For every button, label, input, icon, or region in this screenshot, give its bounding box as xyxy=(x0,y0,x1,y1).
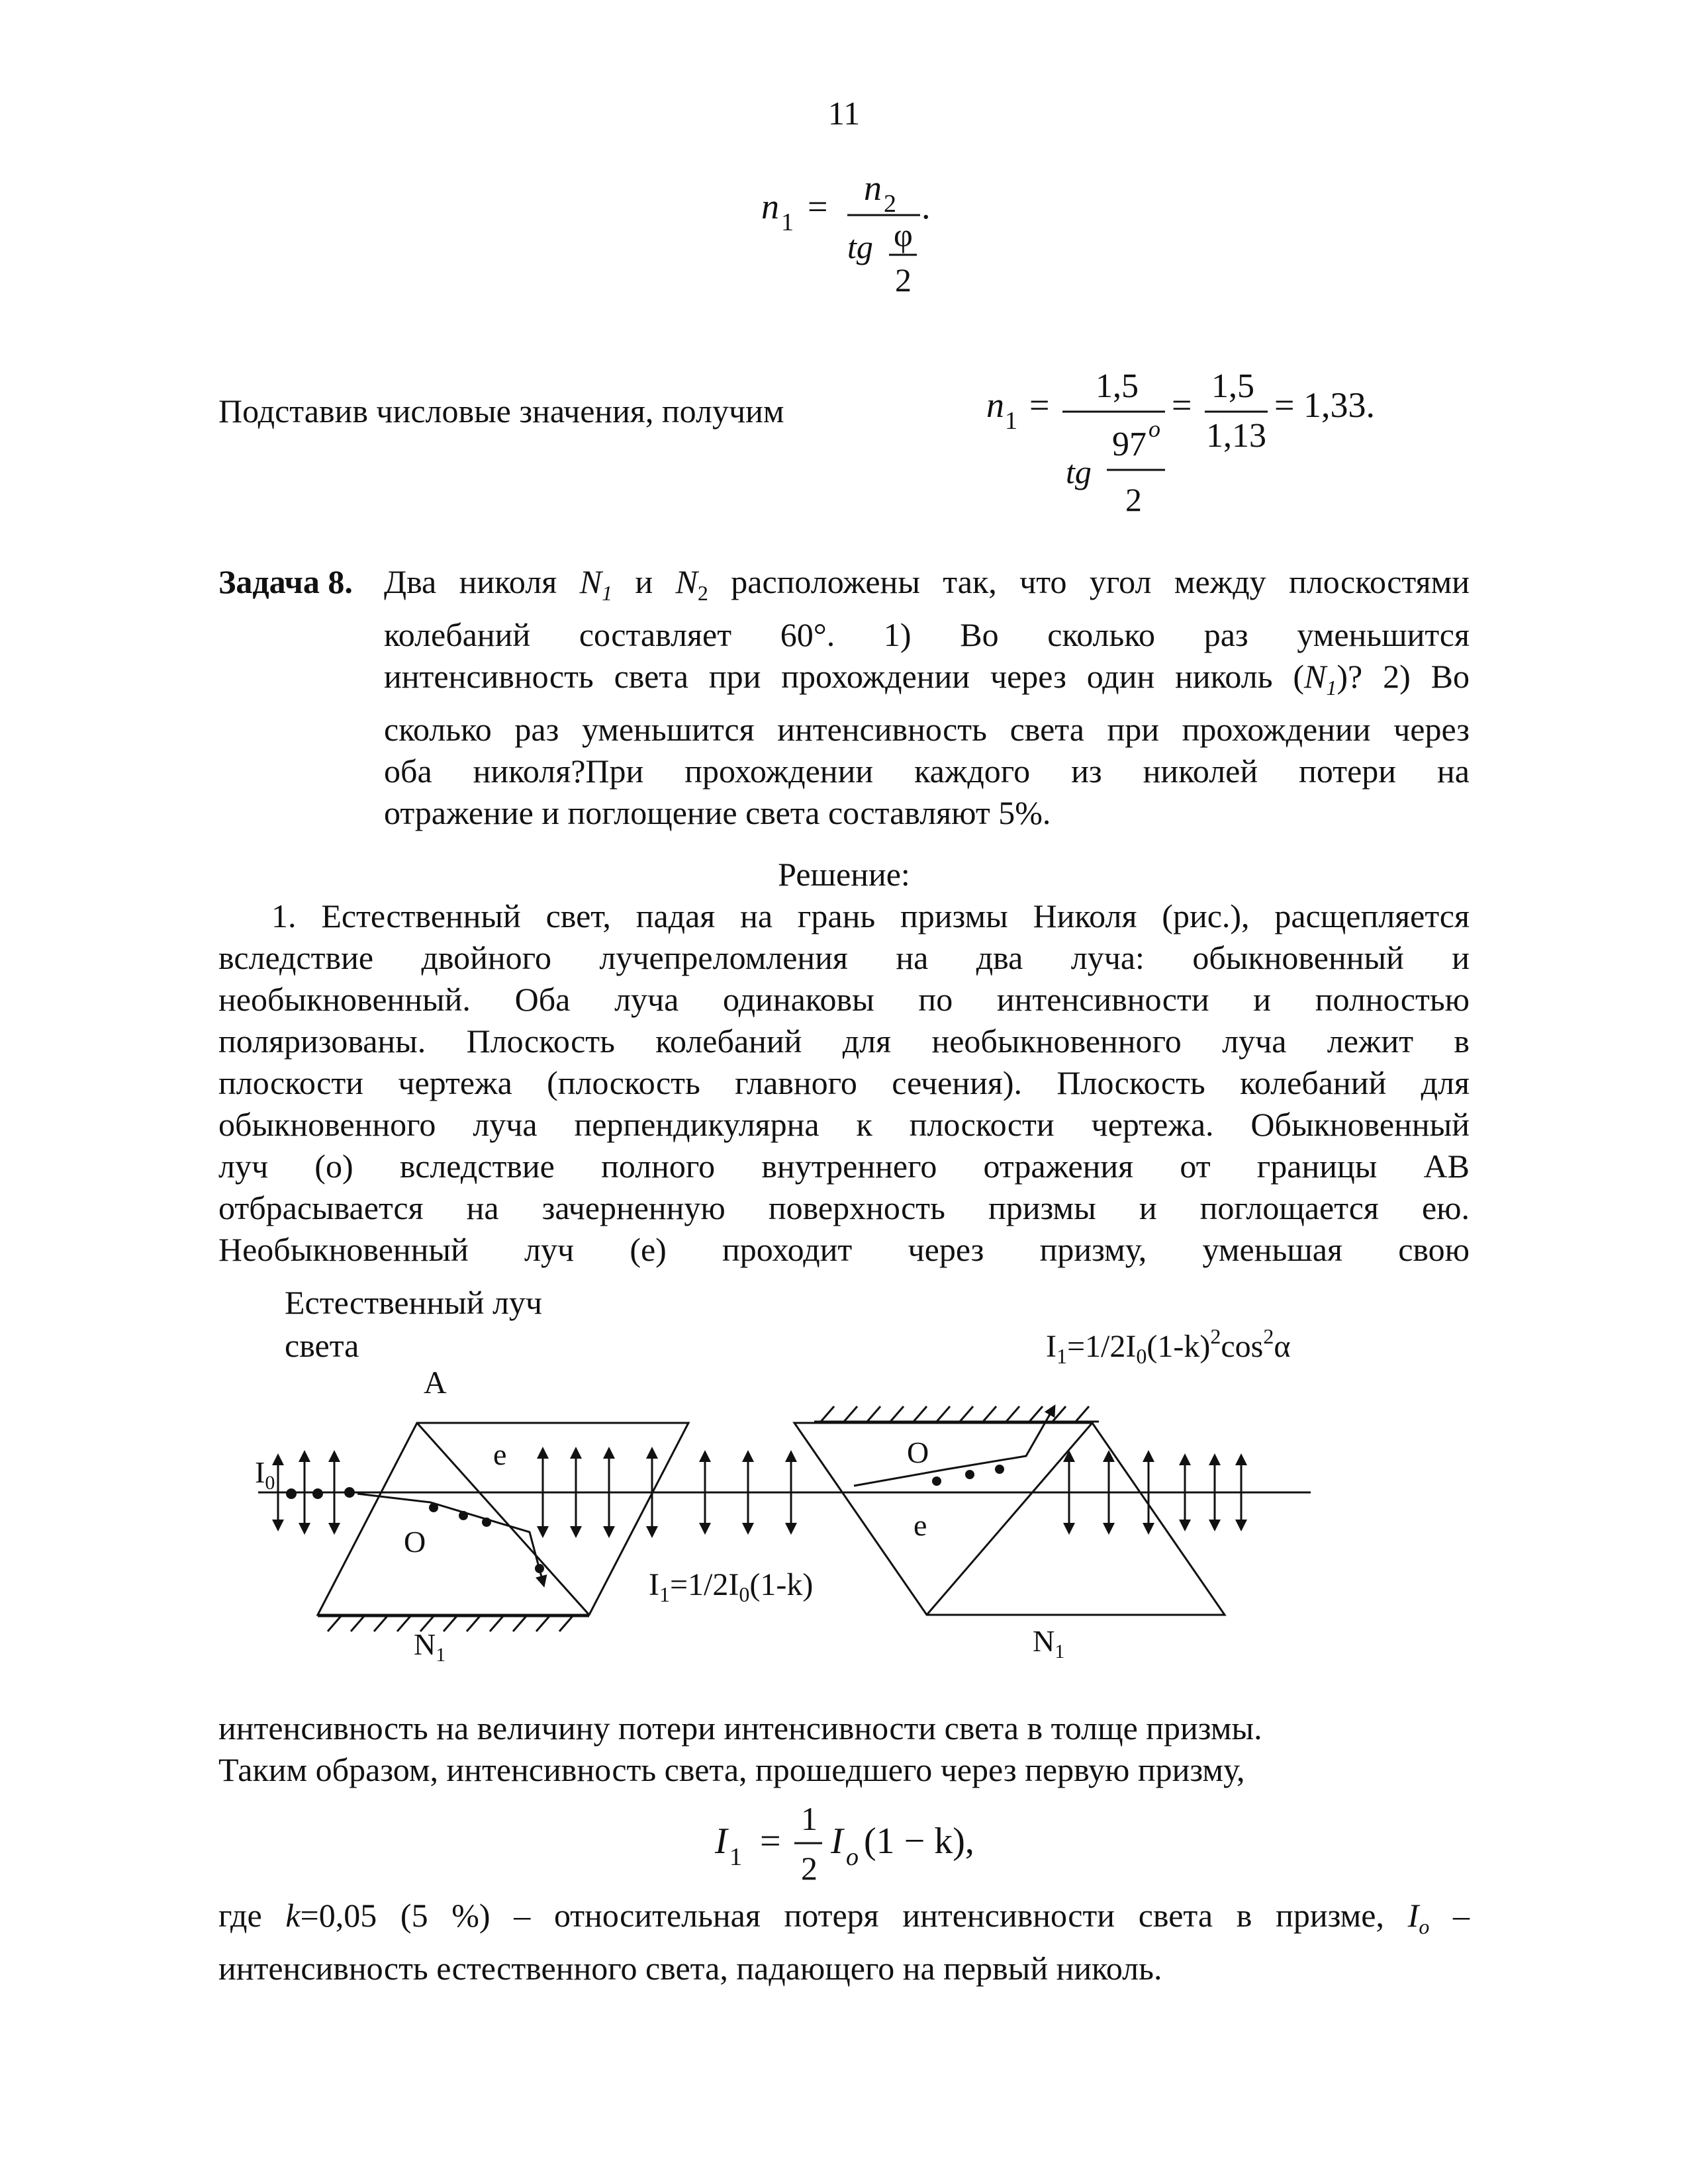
formula1-den-fn: tg xyxy=(847,228,873,265)
label-e-right: e xyxy=(914,1508,927,1542)
ordinary-ray-dots-right xyxy=(932,1465,1004,1486)
f3-num: 1 xyxy=(801,1800,818,1837)
substitution-text: Подставив числовые значения, получим xyxy=(218,392,784,430)
solution-line-8: отбрасывается на зачерненную поверхность призмы и поглощается ею. xyxy=(218,1189,1470,1226)
caption-natural-2: света xyxy=(285,1327,359,1364)
f3-lhs-sub: 1 xyxy=(729,1843,742,1871)
formula-n1 xyxy=(728,165,966,311)
formula-substitution xyxy=(966,357,1443,523)
solution-line-4: поляризованы. Плоскость колебаний для необыкновенного луча лежит в xyxy=(218,1023,1470,1060)
subst-eq2: = xyxy=(1172,385,1192,425)
incoming-dots xyxy=(286,1487,355,1499)
problem-line-5: оба николя?При прохождении каждого из николей потери на xyxy=(384,752,1470,790)
solution-line-1: 1. Естественный свет, падая на грань призмы Николя (рис.), расщепляется xyxy=(271,897,1470,934)
solution-line-2: вследствие двойного лучепреломления на два луча: обыкновенный и xyxy=(218,939,1470,976)
subst-num2: 1,5 xyxy=(1211,367,1254,405)
formula1-end: . xyxy=(921,187,931,226)
problem-line-4: сколько раз уменьшится интенсивность света при прохождении через xyxy=(384,711,1470,748)
label-I1-top: $I_1=1/2I_0(1-k)^2\cos^2\alpha$ xyxy=(1046,1324,1291,1368)
subst-den-fn: tg xyxy=(1066,453,1092,490)
solution-paragraph xyxy=(218,895,1470,1271)
problem-text xyxy=(384,561,1470,834)
right-hatching xyxy=(814,1406,1099,1422)
problem-line-2: колебаний составляет 60°. 1) Во сколько раз уменьшится xyxy=(384,616,1470,653)
page-number: 11 xyxy=(827,95,861,132)
subst-num1: 1,5 xyxy=(1096,367,1139,405)
subst-eq1: = xyxy=(1029,385,1050,425)
label-I1-mid: $I_1=1/2I_0(1-k)$ xyxy=(649,1567,814,1606)
subst-angle-den: 2 xyxy=(1125,481,1142,518)
right-nicol-prism xyxy=(794,1423,1225,1615)
subst-result: = 1,33. xyxy=(1274,385,1375,425)
problem-line-6: отражение и поглощение света составляют 5%. xyxy=(384,794,1051,831)
label-I0: $I_0$ xyxy=(255,1455,275,1494)
problem-line-1: Два николя $N_1$ и $N_2$ расположены так, что угол между плоскостями xyxy=(384,563,1470,605)
caption-natural-1: Естественный луч xyxy=(285,1284,543,1321)
formula1-den-num: φ xyxy=(894,216,913,253)
formula1-lhs-sub: 1 xyxy=(781,208,794,236)
solution-line-9: Необыкновенный луч (е) проходит через призму, уменьшая свою xyxy=(218,1231,1470,1268)
formula1-lhs: n xyxy=(761,187,779,226)
ordinary-ray-dots-left xyxy=(429,1503,544,1573)
subst-den2: 1,13 xyxy=(1206,417,1266,455)
ordinary-ray-left xyxy=(357,1494,543,1582)
after-figure-line-1: интенсивность на величину потери интенсивности света в толще призмы. xyxy=(218,1709,1262,1747)
label-N1-right: $N_1$ xyxy=(1033,1624,1065,1662)
label-e-left: e xyxy=(493,1437,507,1471)
nicol-prism-diagram xyxy=(218,1271,1357,1668)
formula1-num: n xyxy=(864,168,882,208)
label-O-left: O xyxy=(404,1525,426,1559)
problem-line-3: интенсивность света при прохождении через один николь $(N_1)$? 2) Во xyxy=(384,658,1470,700)
final-line-2: интенсивность естественного света, падающего на первый николь. xyxy=(218,1950,1162,1987)
formula1-eq: = xyxy=(808,187,828,226)
f3-io-sub: o xyxy=(846,1843,859,1871)
solution-heading: Решение: xyxy=(778,856,910,893)
label-N1-left: $N_1$ xyxy=(414,1627,446,1666)
solution-line-7: луч (о) вследствие полного внутреннего отражения от границы АВ xyxy=(218,1148,1470,1185)
f3-tail: (1 − k), xyxy=(864,1821,974,1862)
solution-line-6: обыкновенного луча перпендикулярна к плоскости чертежа. Обыкновенный xyxy=(218,1106,1470,1143)
solution-line-3: необыкновенный. Оба луча одинаковы по интенсивности и полностью xyxy=(218,981,1470,1018)
subst-lhs-sub: 1 xyxy=(1005,407,1017,435)
f3-io: I xyxy=(831,1821,843,1862)
left-hatching xyxy=(318,1616,589,1631)
f3-lhs: I xyxy=(715,1821,727,1862)
label-A: A xyxy=(424,1365,447,1400)
formula1-den-den: 2 xyxy=(895,261,912,298)
f3-eq: = xyxy=(760,1821,781,1862)
subst-angle-sup: o xyxy=(1149,416,1160,442)
problem-label: Задача 8. xyxy=(218,563,353,600)
final-paragraph xyxy=(218,1895,1470,1989)
solution-line-5: плоскости чертежа (плоскость главного сечения). Плоскость колебаний для xyxy=(218,1064,1470,1101)
final-line-1: где k=0,05 (5 %) – относительная потеря интенсивности света в призме, $I_o$ – xyxy=(218,1897,1470,1938)
after-figure-line-2: Таким образом, интенсивность света, прошедшего через первую призму, xyxy=(218,1751,1245,1788)
f3-den: 2 xyxy=(801,1850,818,1887)
subst-angle: 97 xyxy=(1112,426,1147,463)
formula1-num-sub: 2 xyxy=(884,190,896,218)
label-O-right: O xyxy=(907,1435,929,1469)
subst-lhs: n xyxy=(986,385,1004,425)
